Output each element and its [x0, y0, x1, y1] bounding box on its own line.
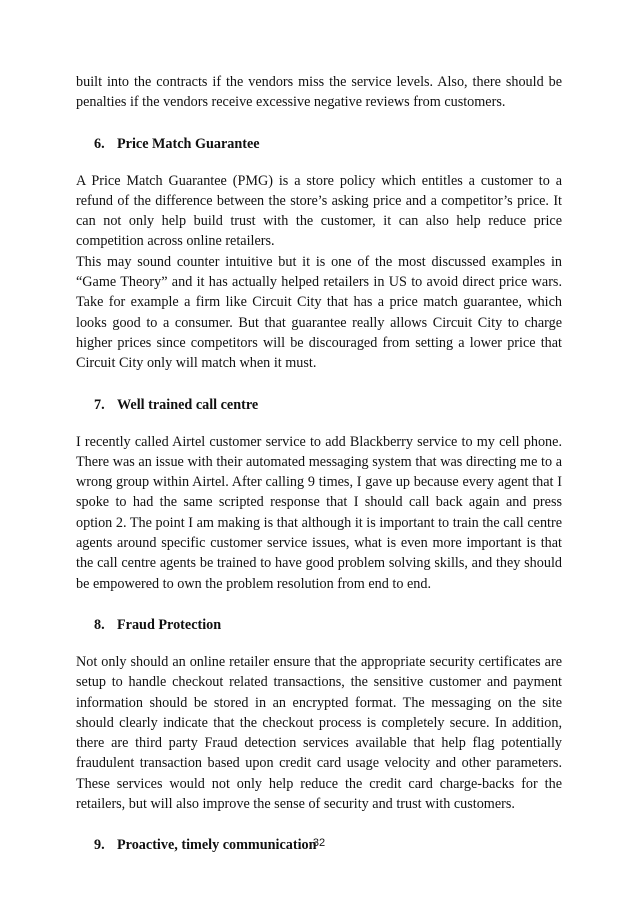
section-number: 7. — [94, 396, 105, 413]
price-match-paragraph-1: A Price Match Guarantee (PMG) is a store policy which entitles a customer to a refund of the difference between the store’s asking price and a competitor’s price. It can not only help build trust with the customer, it can also help reduce price competition across online retailers. — [76, 172, 562, 250]
section-heading-call-centre — [76, 395, 562, 415]
section-heading-fraud-protection — [76, 615, 562, 635]
section-number: 9. — [94, 837, 105, 854]
document-page — [76, 72, 562, 855]
section-heading-price-match — [76, 134, 562, 154]
call-centre-paragraph: I recently called Airtel customer service to add Blackberry service to my cell phone. There was an issue with their automated messaging system that was directing me to a wrong group within Airtel. After calling 9 times, I gave up because every agent that I spoke to had the same scripted response that I should call back again and press option 2. The point I am making is that although it is important to train the call centre agents around specific customer service issues, what is even more important is that the call centre agents be trained to have good problem solving skills, and they should be empowered to own the problem resolution from end to end. — [76, 433, 562, 592]
page-number: 32 — [312, 837, 326, 849]
section-title: Proactive, timely communication — [117, 837, 317, 854]
price-match-paragraph-2: This may sound counter intuitive but it is one of the most discussed examples in “Game Theory” and it has actually helped retailers in US to avoid direct price wars. Take for example a firm like Circuit City that has a price match guarantee, which looks good to a consumer. But that guarantee really allows Circuit City to charge higher prices since competitors will be discouraged from setting a lower price that Circuit City only will match when it must. — [76, 253, 562, 372]
section-title: Well trained call centre — [117, 396, 259, 413]
fraud-protection-paragraph: Not only should an online retailer ensure that the appropriate security certificates are setup to handle checkout related transactions, the sensitive customer and payment information should be stored in an encrypted format. The messaging on the site should clearly indicate that the checkout process is completely secure. In addition, there are third party Fraud detection services available that help flag potentially fraudulent transaction based upon credit card usage velocity and other parameters. These services would not only help reduce the credit card charge-backs for the retailers, but will also improve the sense of security and trust with customers. — [76, 653, 562, 813]
section-number: 6. — [94, 135, 105, 152]
section-title: Fraud Protection — [117, 616, 222, 633]
section-number: 8. — [94, 616, 105, 633]
intro-paragraph: built into the contracts if the vendors miss the service levels. Also, there should be penalties if the vendors receive excessive negative reviews from customers. — [76, 74, 562, 111]
section-title: Price Match Guarantee — [117, 135, 260, 152]
